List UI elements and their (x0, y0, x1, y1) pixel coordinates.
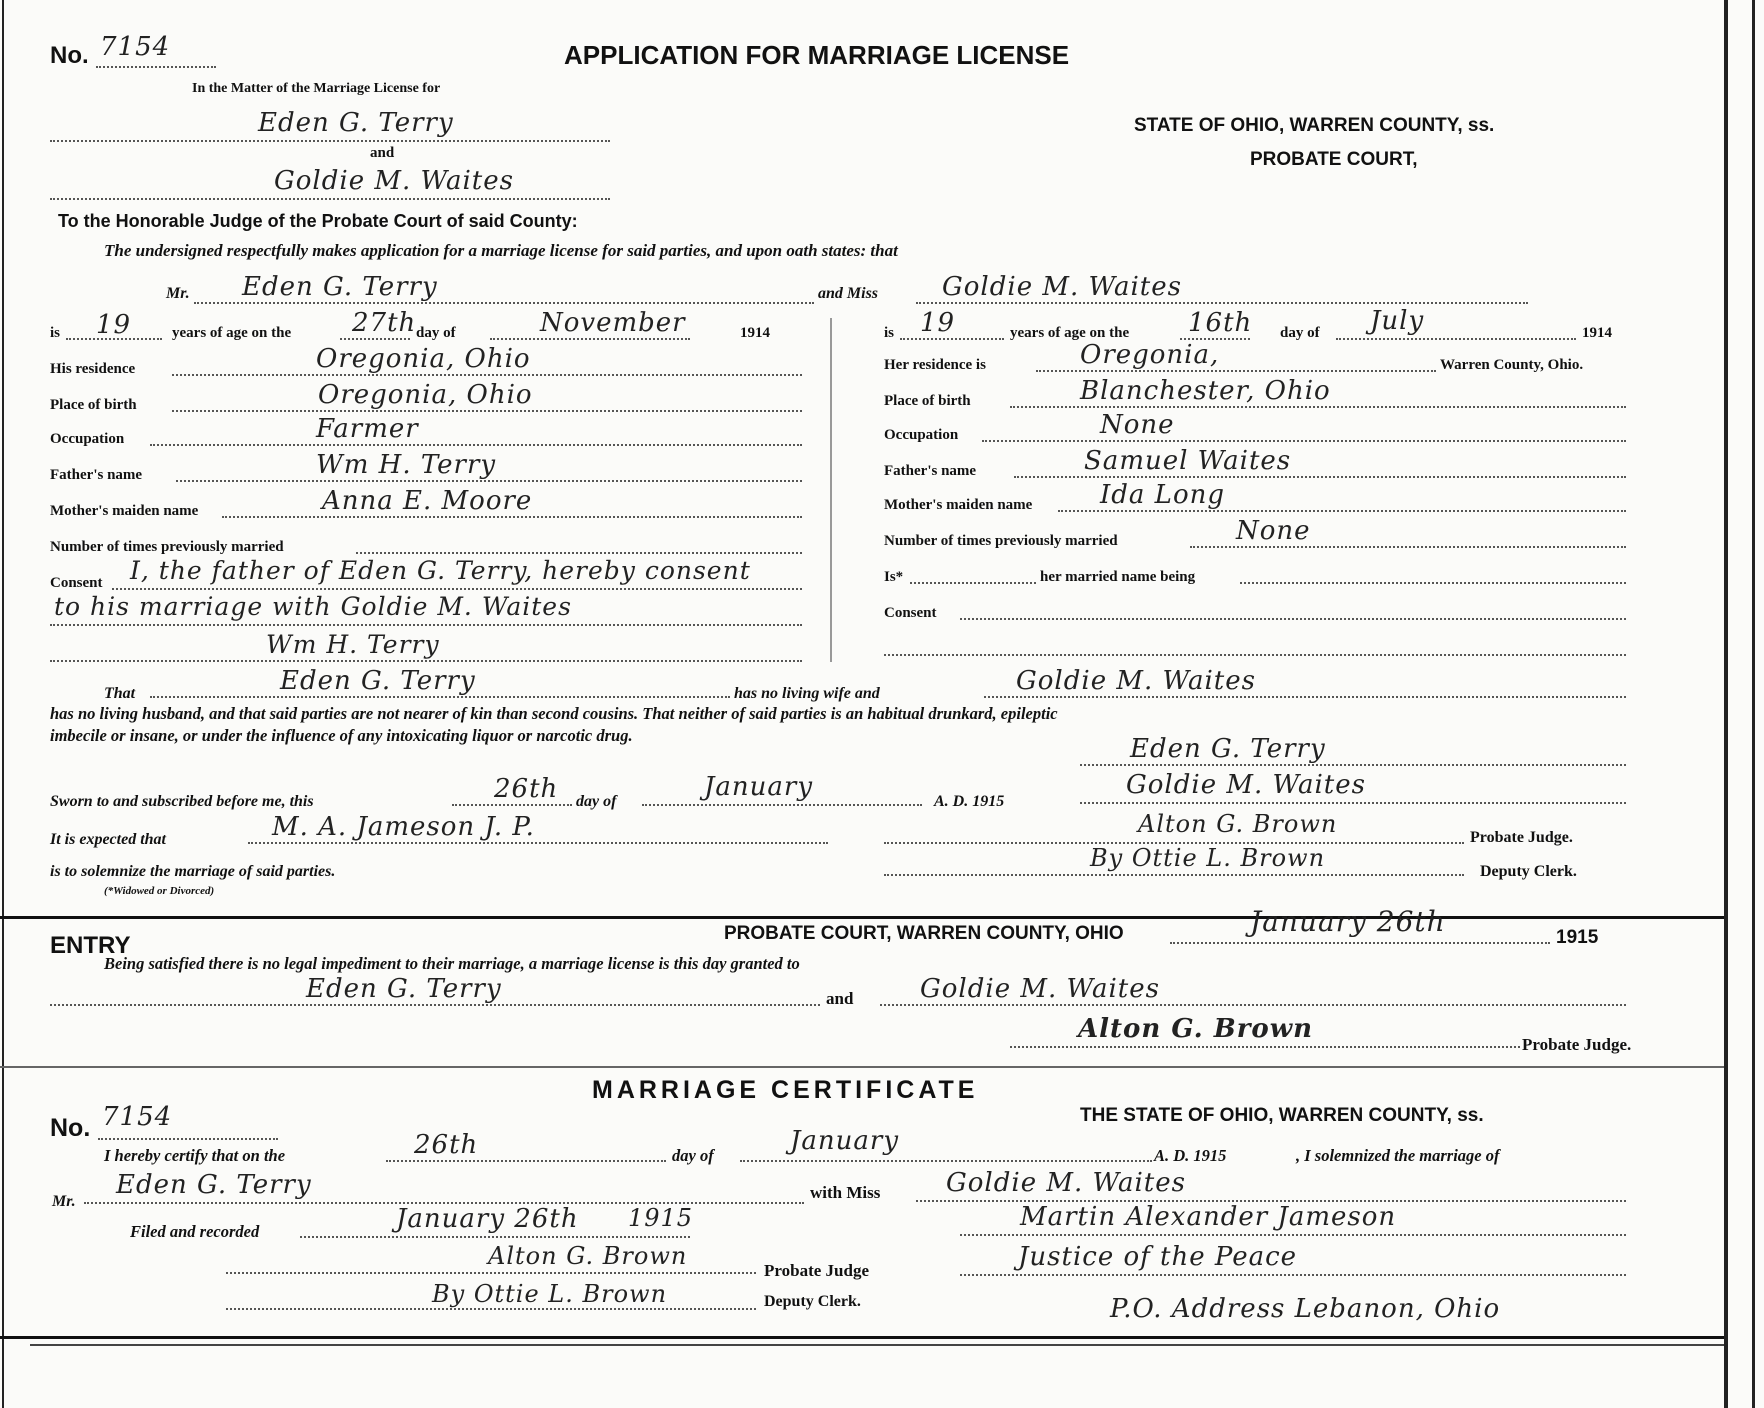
sworn-day-of: day of (576, 793, 617, 810)
bride-day: 16th (1188, 308, 1253, 338)
groom-consent-label: Consent (50, 575, 103, 591)
groom-occupation-label: Occupation (50, 431, 125, 447)
bride-married-name-label: her married name being (1040, 569, 1196, 585)
application-no-value: 7154 (100, 32, 171, 62)
groom-father-label: Father's name (50, 467, 143, 483)
sworn-month: January (704, 772, 814, 802)
filed-label: Filed and recorded (130, 1222, 260, 1241)
miss-label: and Miss (818, 285, 879, 302)
groom-birth-label: Place of birth (50, 397, 137, 413)
bride-is-star-label: Is* (884, 569, 904, 585)
certificate-officiant-title: Justice of the Peace (1018, 1242, 1298, 1272)
certificate-officiant-signature: Martin Alexander Jameson (1020, 1202, 1397, 1232)
groom-consent-signature: Wm H. Terry (266, 630, 440, 659)
bride-consent-label: Consent (884, 605, 937, 621)
matter-groom-name: Eden G. Terry (258, 108, 454, 138)
bride-age: 19 (920, 308, 956, 338)
groom-day-label: day of (416, 325, 456, 341)
bride-residence: Oregonia, (1080, 340, 1220, 370)
bride-father: Samuel Waites (1084, 446, 1292, 476)
entry-title: ENTRY (50, 932, 131, 959)
certificate-mr-label: Mr. (52, 1193, 76, 1210)
oath-no-wife: has no living wife and (734, 685, 880, 702)
groom-year: 1914 (740, 325, 770, 341)
mr-label: Mr. (166, 285, 190, 302)
oath-that-label: That (104, 685, 136, 702)
oath-line2: has no living husband, and that said parties are not nearer of kin than second cousins. That neither of said parties is an habitual drunkard, epileptic (50, 704, 1058, 723)
bride-residence-label: Her residence is (884, 357, 986, 373)
left-border-line (2, 0, 4, 1408)
bride-age-label: years of age on the (1010, 325, 1130, 341)
groom-birth: Oregonia, Ohio (318, 380, 533, 410)
bride-father-label: Father's name (884, 463, 977, 479)
filed-date: January 26th (396, 1204, 579, 1234)
groom-residence: Oregonia, Ohio (316, 344, 531, 374)
entry-bride: Goldie M. Waites (920, 974, 1160, 1004)
certificate-miss-value: Goldie M. Waites (946, 1168, 1186, 1198)
entry-year: 1915 (1556, 927, 1599, 948)
groom-times-label: Number of times previously married (50, 539, 284, 555)
certificate-judge-label: Probate Judge (764, 1261, 869, 1280)
bride-birth: Blanchester, Ohio (1080, 376, 1331, 406)
certificate-judge-signature: Alton G. Brown (488, 1242, 688, 1270)
certificate-clerk-signature: By Ottie L. Brown (432, 1280, 668, 1308)
sworn-label: Sworn to and subscribed before me, this (50, 793, 314, 810)
entry-text: Being satisfied there is no legal impediment to their marriage, a marriage license is this day granted to (104, 954, 800, 973)
oath-wife-name: Goldie M. Waites (1016, 666, 1256, 696)
mr-value: Eden G. Terry (242, 272, 438, 302)
bride-occupation: None (1100, 410, 1175, 440)
entry-separator (0, 916, 1724, 919)
oath-line3: imbecile or insane, or under the influence of any intoxicating liquor or narcotic drug. (50, 726, 633, 745)
groom-age-label: years of age on the (172, 325, 292, 341)
groom-consent-line2: to his marriage with Goldie M. Waites (54, 592, 572, 621)
right-edge-line (1752, 0, 1755, 1408)
entry-judge-signature: Alton G. Brown (1078, 1014, 1314, 1044)
certify-label: I hereby certify that on the (104, 1146, 286, 1165)
certify-day: 26th (414, 1130, 479, 1160)
groom-is-label: is (50, 325, 61, 341)
groom-month: November (540, 308, 686, 338)
miss-value: Goldie M. Waites (942, 272, 1182, 302)
solemnize-label: is to solemnize the marriage of said parties. (50, 863, 336, 880)
entry-and: and (826, 989, 854, 1008)
matter-bride-name: Goldie M. Waites (274, 166, 514, 196)
entry-court: PROBATE COURT, WARREN COUNTY, OHIO (724, 923, 1124, 944)
certify-day-label: day of (672, 1146, 714, 1165)
bride-occupation-label: Occupation (884, 427, 959, 443)
entry-judge-label: Probate Judge. (1522, 1035, 1632, 1054)
bride-month: July (1370, 306, 1425, 336)
expected-label: It is expected that (50, 831, 166, 848)
entry-groom: Eden G. Terry (306, 974, 502, 1004)
matter-line: In the Matter of the Marriage License for (192, 81, 441, 96)
oath-clerk-label: Deputy Clerk. (1480, 863, 1577, 880)
right-border-line (1724, 0, 1728, 1408)
certificate-no-label: No. (50, 1114, 91, 1142)
certificate-title: MARRIAGE CERTIFICATE (592, 1076, 979, 1104)
court-line: PROBATE COURT, (1250, 149, 1418, 170)
groom-mother-label: Mother's maiden name (50, 503, 199, 519)
matter-and: and (370, 145, 395, 161)
bride-mother: Ida Long (1100, 480, 1225, 510)
officiant-name: M. A. Jameson J. P. (272, 812, 535, 842)
bride-times-label: Number of times previously married (884, 533, 1118, 549)
certify-month: January (790, 1126, 900, 1156)
column-divider (830, 318, 832, 662)
oath-bride-signature: Goldie M. Waites (1126, 770, 1366, 800)
sworn-ad: A. D. 1915 (934, 793, 1005, 810)
bride-is-label: is (884, 325, 895, 341)
application-title: APPLICATION FOR MARRIAGE LICENSE (564, 40, 1070, 70)
certify-solemnized: , I solemnized the marriage of (1296, 1146, 1500, 1165)
certify-ad: A. D. 1915 (1154, 1146, 1227, 1165)
state-line: STATE OF OHIO, WARREN COUNTY, ss. (1134, 115, 1495, 136)
oath-that-name: Eden G. Terry (280, 666, 476, 696)
oath-groom-signature: Eden G. Terry (1130, 734, 1326, 764)
groom-father: Wm H. Terry (316, 450, 497, 480)
certificate-state-line: THE STATE OF OHIO, WARREN COUNTY, ss. (1080, 1105, 1484, 1126)
to-judge-line: To the Honorable Judge of the Probate Court of said County: (58, 211, 578, 231)
intro-line: The undersigned respectfully makes application for a marriage license for said parties, and upon oath states: that (104, 241, 898, 260)
certificate-separator (0, 1066, 1724, 1068)
bride-birth-label: Place of birth (884, 393, 971, 409)
groom-day: 27th (352, 308, 417, 338)
certificate-clerk-label: Deputy Clerk. (764, 1293, 861, 1310)
bride-times: None (1236, 516, 1311, 546)
bride-year: 1914 (1582, 325, 1612, 341)
bride-day-label: day of (1280, 325, 1320, 341)
bride-county-label: Warren County, Ohio. (1440, 357, 1584, 373)
groom-residence-label: His residence (50, 361, 136, 377)
certificate-mr-value: Eden G. Terry (116, 1170, 312, 1200)
widowed-footnote: (*Widowed or Divorced) (104, 885, 215, 897)
application-no-label: No. (50, 42, 89, 69)
groom-age: 19 (96, 310, 132, 340)
bride-mother-label: Mother's maiden name (884, 497, 1033, 513)
filed-year: 1915 (628, 1204, 694, 1232)
entry-date: January 26th (1250, 905, 1446, 938)
oath-judge-label: Probate Judge. (1470, 829, 1573, 846)
sworn-day: 26th (494, 774, 559, 804)
bottom-edge-line (30, 1344, 1724, 1346)
groom-consent-line1: I, the father of Eden G. Terry, hereby consent (130, 556, 751, 585)
certificate-po-address: P.O. Address Lebanon, Ohio (1110, 1294, 1501, 1324)
oath-clerk-signature: By Ottie L. Brown (1090, 844, 1326, 872)
oath-judge-signature: Alton G. Brown (1138, 810, 1338, 838)
certificate-no-value: 7154 (102, 1102, 173, 1132)
groom-occupation: Farmer (316, 414, 419, 444)
certificate-with-label: with Miss (810, 1183, 881, 1202)
bottom-border-line (0, 1336, 1724, 1339)
groom-mother: Anna E. Moore (322, 486, 533, 516)
